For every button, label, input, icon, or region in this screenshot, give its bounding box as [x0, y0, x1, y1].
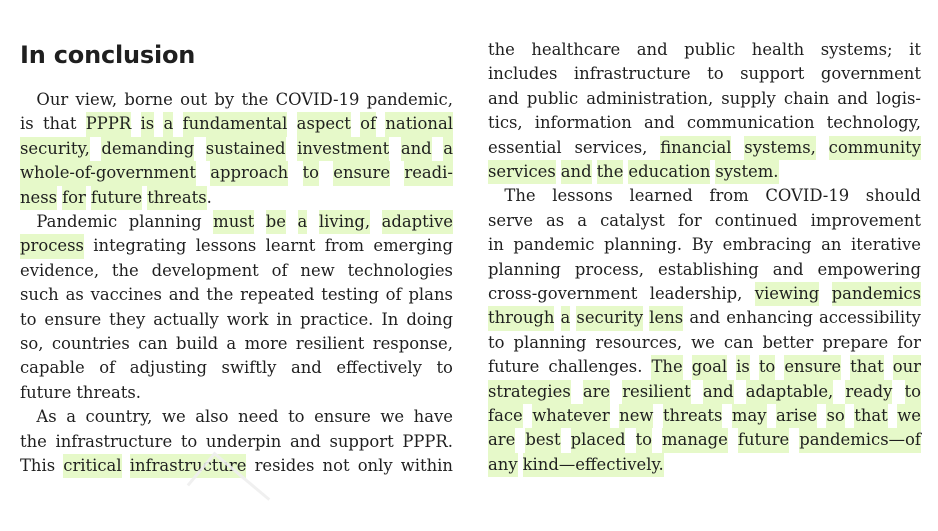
text-line	[20, 405, 453, 429]
word: country,	[85, 407, 153, 427]
text-line	[488, 160, 921, 184]
word: capable	[20, 358, 85, 378]
word: planning	[513, 332, 587, 352]
word: leadership,	[649, 284, 743, 303]
word: is	[20, 114, 34, 134]
text-line	[20, 381, 453, 405]
text-line	[488, 258, 921, 282]
highlighted-word: whatever	[532, 404, 609, 428]
word: as	[545, 210, 565, 230]
text-line	[20, 137, 453, 161]
word: ensure	[44, 309, 102, 329]
word: iterative	[851, 235, 921, 255]
word: plans	[408, 285, 453, 305]
word: healthcare	[531, 40, 621, 59]
word: better	[762, 332, 814, 352]
highlighted-word: that	[854, 404, 888, 428]
text-line	[488, 331, 921, 355]
word: for	[677, 210, 702, 230]
word: the	[20, 431, 47, 451]
word: health	[751, 40, 805, 59]
word: and	[488, 88, 519, 108]
highlighted-word: The	[651, 355, 682, 379]
word: process,	[574, 259, 645, 279]
word: and	[643, 113, 675, 133]
text-line	[488, 136, 921, 160]
word: ensure	[314, 407, 371, 427]
text-line	[20, 210, 453, 234]
text-line	[488, 233, 921, 257]
highlighted-word: manage	[662, 428, 728, 452]
highlighted-word: threats	[663, 404, 722, 428]
word: Our	[20, 90, 69, 109]
highlighted-word: resilient	[622, 380, 691, 404]
word: learned	[629, 186, 693, 206]
word: only	[357, 456, 393, 475]
word: Pandemic	[20, 212, 118, 231]
word: adjusting	[129, 358, 207, 378]
word: the	[111, 260, 139, 280]
highlighted-word: any	[488, 453, 518, 477]
text-line	[488, 87, 921, 111]
text-line	[20, 259, 453, 283]
text-line	[20, 161, 453, 185]
word: planning.	[604, 235, 683, 255]
word: resources,	[595, 332, 683, 352]
highlighted-word: critical	[63, 454, 121, 478]
word: by	[214, 90, 235, 109]
highlighted-word: for	[62, 186, 86, 210]
highlighted-word: process	[20, 234, 84, 258]
highlighted-word: arise	[776, 404, 817, 428]
highlighted-word: adaptable,	[746, 380, 834, 404]
highlighted-word: face	[488, 404, 523, 428]
text-line	[488, 111, 921, 135]
word: integrating	[93, 236, 187, 256]
highlighted-word: living,	[319, 210, 370, 234]
highlighted-word: viewing	[755, 282, 820, 306]
text-line	[488, 38, 921, 62]
word: of	[99, 358, 116, 378]
text-line	[488, 404, 921, 428]
highlighted-word: fundamental	[183, 112, 288, 136]
word: future	[20, 382, 72, 402]
highlighted-word: may	[732, 404, 767, 428]
highlighted-word: security	[576, 306, 643, 330]
highlighted-word: a	[298, 210, 308, 234]
word: emerging	[373, 236, 453, 256]
highlighted-word: community	[829, 136, 921, 160]
word: embracing	[722, 235, 812, 255]
highlighted-word: the	[597, 160, 624, 184]
highlighted-word: to	[905, 380, 921, 404]
highlighted-word: of	[360, 112, 376, 136]
highlighted-word: a	[561, 306, 571, 330]
word: repeated	[240, 285, 315, 305]
word: as	[65, 285, 84, 305]
highlighted-word: best	[525, 428, 560, 452]
text-line	[20, 234, 453, 258]
text-line	[488, 355, 921, 379]
word: need	[238, 407, 279, 427]
text-line	[488, 453, 921, 477]
highlighted-word: financial	[660, 136, 731, 160]
highlighted-word: are	[583, 380, 610, 404]
word: of	[271, 260, 288, 280]
highlighted-word: future	[91, 186, 142, 210]
word: COVID-19	[275, 90, 360, 109]
word: and	[168, 285, 200, 305]
text-line	[488, 62, 921, 86]
highlighted-word: readi-	[404, 161, 453, 185]
word: and	[772, 259, 804, 279]
highlighted-word: approach	[210, 161, 288, 185]
word: This	[20, 456, 56, 475]
text-line	[488, 209, 921, 233]
word: view,	[75, 90, 118, 109]
word: doing	[406, 309, 453, 329]
word: empowering	[817, 259, 921, 279]
highlighted-word: a	[443, 137, 453, 161]
word: technology,	[826, 113, 921, 133]
highlighted-word: sustained	[206, 137, 286, 161]
text-line	[20, 186, 453, 210]
word: also	[195, 407, 229, 427]
word: borne	[124, 90, 173, 109]
highlighted-word: and	[561, 160, 592, 184]
highlighted-word: our	[893, 355, 921, 379]
highlighted-word: are	[488, 428, 515, 452]
text-line	[488, 306, 921, 330]
word: establishing	[658, 259, 759, 279]
word: and	[290, 358, 322, 378]
word: we	[161, 407, 186, 427]
word: essential	[488, 137, 562, 157]
word: By	[691, 235, 714, 255]
word: .	[206, 187, 212, 207]
highlighted-word: PPPR	[86, 112, 131, 136]
word: vaccines	[90, 285, 162, 305]
word: an	[821, 235, 842, 255]
word: can	[138, 334, 168, 353]
word: pandemic	[513, 235, 595, 255]
highlighted-word: demanding	[101, 137, 194, 161]
highlighted-word: that	[850, 355, 884, 379]
highlighted-word: ness	[20, 186, 57, 210]
word: In	[381, 309, 399, 329]
word: resides	[254, 456, 315, 475]
word: in	[488, 235, 504, 255]
word: systems;	[820, 40, 893, 59]
highlighted-word: ensure	[333, 161, 390, 185]
text-line	[488, 282, 921, 306]
word: to	[180, 431, 198, 451]
word: to	[20, 309, 37, 329]
word: future	[488, 357, 540, 377]
highlighted-word: new	[619, 404, 653, 428]
word: that	[42, 114, 77, 134]
word: technologies	[347, 260, 453, 280]
word: out	[180, 90, 208, 109]
highlighted-word: a	[163, 112, 173, 136]
word: chain	[783, 88, 830, 108]
word: to	[488, 332, 505, 352]
word: threats.	[76, 382, 141, 402]
word: within	[400, 456, 453, 475]
word: includes	[488, 64, 558, 84]
word: cross-government	[488, 284, 638, 303]
word: so,	[20, 334, 44, 353]
highlighted-word: to	[759, 355, 775, 379]
word: infrastructure	[573, 64, 691, 84]
highlighted-word: aspect	[297, 112, 351, 136]
word: should	[865, 186, 921, 206]
highlighted-word: and	[703, 380, 734, 404]
word: PPPR.	[402, 431, 453, 451]
word: prepare	[822, 332, 889, 352]
word: they	[109, 309, 146, 329]
word: learnt	[265, 236, 316, 256]
text-line	[488, 380, 921, 404]
highlighted-word: future	[738, 428, 789, 452]
word: to	[707, 64, 724, 84]
word: the	[241, 90, 269, 109]
word: The	[488, 186, 536, 206]
word: communication	[686, 113, 815, 133]
highlighted-word: pandemics	[832, 282, 921, 306]
highlighted-word: is	[736, 355, 750, 379]
highlighted-word: ensure	[784, 355, 841, 379]
word: actually	[153, 309, 219, 329]
highlighted-word: goal	[692, 355, 727, 379]
word: work	[226, 309, 269, 329]
word: effectively	[336, 358, 422, 378]
highlighted-word: adaptive	[382, 210, 453, 234]
word: the	[206, 285, 234, 305]
highlighted-word: we	[897, 404, 921, 428]
word: new	[300, 260, 335, 280]
word: As	[20, 407, 57, 427]
word: lessons	[195, 236, 257, 256]
word: it	[909, 40, 921, 59]
word: pandemic,	[366, 90, 453, 109]
word: services,	[574, 137, 648, 157]
word: and	[689, 308, 721, 328]
highlighted-word: services	[488, 160, 556, 184]
highlighted-word: lens	[649, 306, 683, 330]
word: tics,	[488, 113, 523, 133]
word: to	[288, 407, 305, 427]
highlighted-word: infrastructure	[130, 454, 247, 478]
word: planning	[488, 259, 561, 279]
text-line	[20, 332, 453, 356]
highlighted-word: to	[636, 428, 652, 452]
word: a	[66, 407, 76, 427]
text-line	[20, 112, 453, 136]
highlighted-word: system.	[715, 160, 778, 184]
word: build	[176, 334, 219, 353]
word: development	[151, 260, 259, 280]
word: we	[380, 407, 405, 427]
text-line	[20, 356, 453, 380]
word: such	[20, 285, 59, 305]
word: supply	[721, 88, 776, 108]
highlighted-word: ready	[845, 380, 892, 404]
word: evidence,	[20, 260, 100, 280]
word: practice.	[300, 309, 374, 329]
word: testing	[321, 285, 379, 305]
highlighted-word: and	[401, 137, 432, 161]
word: enhancing	[726, 308, 813, 328]
word: more	[244, 334, 288, 353]
word: support	[740, 64, 805, 84]
word: a	[226, 334, 237, 353]
text-line	[488, 184, 921, 208]
highlighted-word: placed	[571, 428, 626, 452]
word: public	[684, 40, 736, 59]
highlighted-word: whole-of-government	[20, 161, 196, 185]
word: a	[577, 210, 587, 230]
word: administration,	[586, 88, 714, 108]
highlighted-word: national	[385, 112, 453, 136]
word: we	[691, 332, 715, 352]
word: response,	[372, 334, 453, 353]
word: public	[526, 88, 579, 108]
highlighted-word: security,	[20, 137, 90, 161]
word: and	[837, 88, 869, 108]
section-heading: In conclusion	[20, 41, 196, 69]
highlighted-word: kind—effectively.	[523, 453, 664, 477]
word: catalyst	[600, 210, 665, 230]
text-line	[20, 283, 453, 307]
word: countries	[51, 334, 130, 353]
word: swiftly	[221, 358, 277, 378]
word: COVID-19	[765, 186, 850, 206]
word: have	[413, 407, 453, 427]
word: of	[385, 285, 402, 305]
word: government	[820, 64, 921, 84]
highlighted-word: be	[266, 210, 286, 234]
word: to	[436, 358, 453, 378]
highlighted-word: investment	[297, 137, 389, 161]
text-line	[20, 308, 453, 332]
word: from	[324, 236, 365, 256]
word: and	[636, 40, 668, 59]
word: resilient	[295, 334, 365, 353]
word: underpin	[205, 431, 282, 451]
highlighted-word: to	[303, 161, 319, 185]
word: continued	[714, 210, 798, 230]
word: infrastructure	[55, 431, 173, 451]
word: improvement	[810, 210, 921, 230]
highlighted-word: so	[826, 404, 844, 428]
word: information	[534, 113, 632, 133]
text-line	[20, 88, 453, 112]
word: planning	[128, 212, 202, 231]
highlighted-word: is	[141, 112, 155, 136]
word: not	[322, 456, 350, 475]
word: for	[897, 332, 921, 352]
word: in	[276, 309, 293, 329]
highlighted-word: systems,	[744, 136, 816, 160]
word: lessons	[552, 186, 613, 206]
highlighted-word: strategies	[488, 380, 571, 404]
word: and	[289, 431, 321, 451]
word: accessibility	[818, 308, 921, 328]
word: can	[723, 332, 754, 352]
word: logis-	[876, 88, 921, 108]
text-line	[488, 428, 921, 452]
word: serve	[488, 210, 533, 230]
word: from	[709, 186, 749, 206]
word: support	[329, 431, 394, 451]
highlighted-word: education	[628, 160, 710, 184]
highlighted-word: pandemics—of	[799, 428, 921, 452]
highlighted-word: threats	[147, 186, 206, 210]
highlighted-word: must	[213, 210, 254, 234]
word: challenges.	[548, 357, 643, 377]
highlighted-word: through	[488, 306, 554, 330]
word: the	[488, 40, 515, 59]
text-line	[20, 430, 453, 454]
